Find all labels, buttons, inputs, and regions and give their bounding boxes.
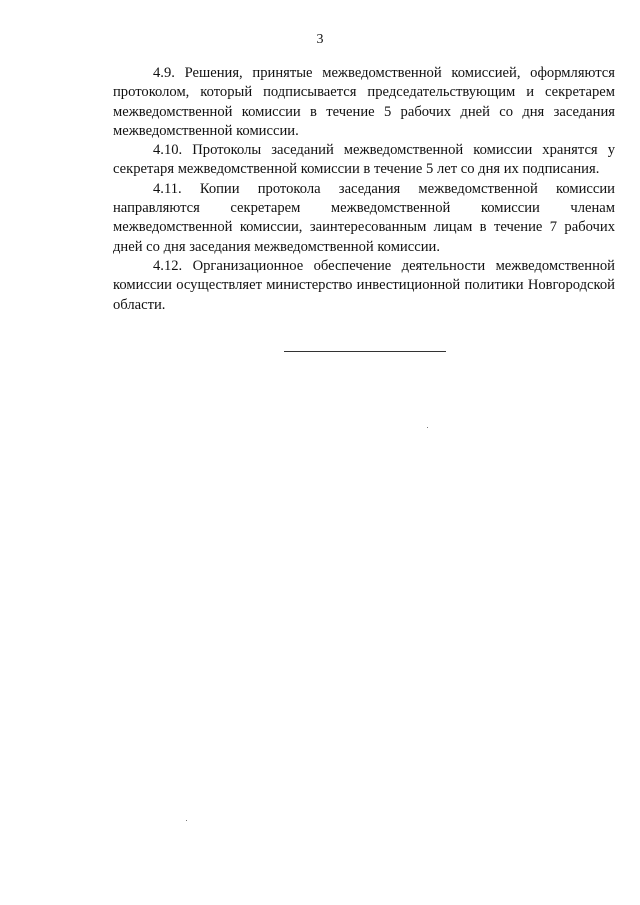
page-number: 3 xyxy=(316,32,324,47)
paragraph-4-9: 4.9. Решения, принятые межведомственной комиссией, оформляются протоколом, который подписывается председательствующим и секретарем межведомственной комиссии в течение 5 рабочих дней со дня заседания межведомственной комиссии. xyxy=(113,65,615,139)
paragraph-4-10: 4.10. Протоколы заседаний межведомственной комиссии хранятся у секретаря межведомственной комиссии в течение 5 лет со дня их подписания. xyxy=(113,142,615,178)
scan-speck xyxy=(427,427,428,428)
document-body xyxy=(113,64,615,315)
scan-speck xyxy=(186,820,187,821)
paragraph-4-11: 4.11. Копии протокола заседания межведомственной комиссии направляются секретарем межведомственной комиссии членам межведомственной комиссии, заинтересованным лицам в течение 7 рабочих дней со дня заседания межведомственной комиссии. xyxy=(113,180,615,255)
paragraph-4-12: 4.12. Организационное обеспечение деятельности межведомственной комиссии осуществляет министерство инвестиционной политики Новгородской области. xyxy=(113,257,615,313)
end-of-text-rule xyxy=(284,351,446,352)
